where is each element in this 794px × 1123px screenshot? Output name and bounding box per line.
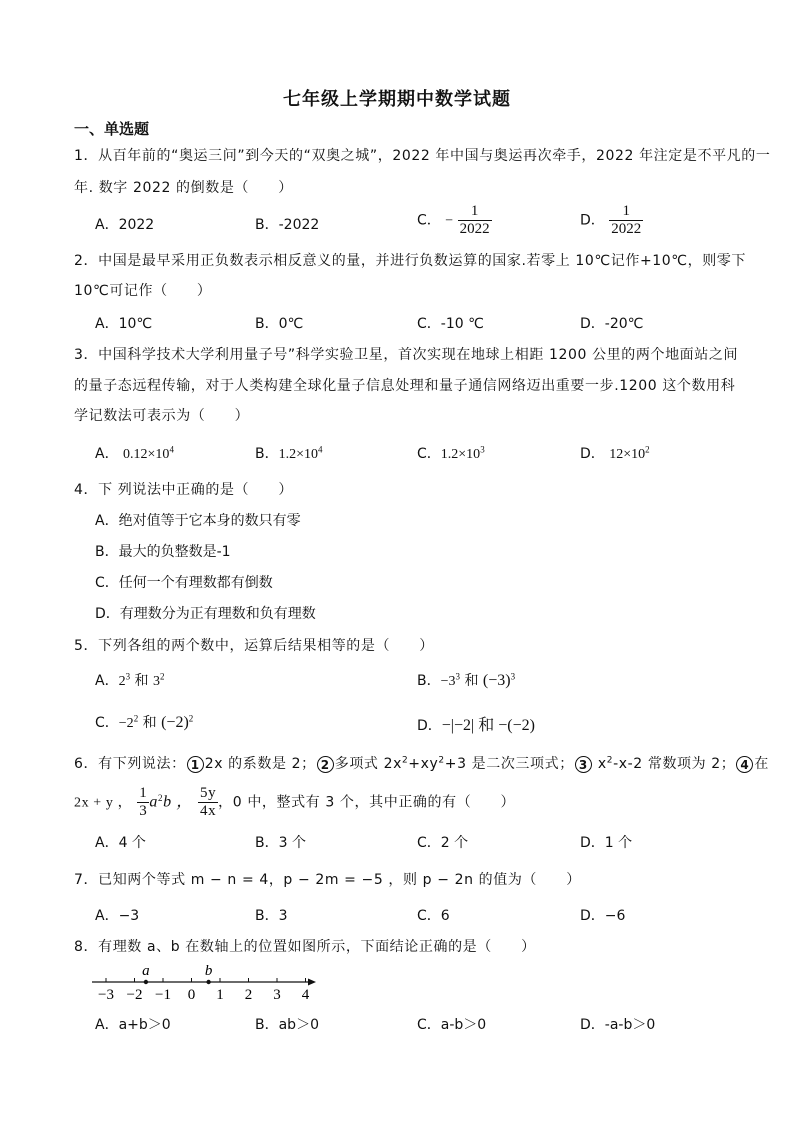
q8-option-c: C．a-b＞0: [417, 1017, 487, 1033]
q6-statement-1: 2x 的系数是 2；: [204, 756, 316, 772]
q2-option-c: C．-10 ℃: [417, 316, 484, 332]
point-b-dot: [206, 980, 210, 984]
q2-option-b: B．0℃: [255, 316, 304, 332]
q5-c-term2-exp: 2: [188, 713, 194, 724]
q2-option-a: A．10℃: [95, 316, 153, 332]
q6-statement-2-exp2: 2: [438, 755, 445, 766]
q6-circle-1: 1: [187, 756, 204, 773]
q4-option-d: D．有理数分为正有理数和负有理数: [95, 606, 316, 622]
q6-statement-2c: +3 是二次三项式；: [444, 756, 574, 772]
q3-d-base: 12×10: [609, 447, 646, 462]
q5-a-term2-exp: 2: [159, 671, 165, 682]
q1-c-denominator: 2022: [459, 221, 490, 237]
q8-option-b: B．ab＞0: [255, 1017, 319, 1033]
q3-c-base: 1.2×10: [440, 447, 481, 462]
q4-option-c: C．任何一个有理数都有倒数: [95, 575, 273, 591]
q6-statement-3a: x: [592, 756, 607, 772]
q1-d-denominator: 2022: [611, 221, 642, 237]
q3-b-base: 1.2×10: [278, 447, 319, 462]
q1-option-c-label: C．: [417, 212, 441, 229]
q4-option-a: A．绝对值等于它本身的数只有零: [95, 513, 301, 529]
q6-option-d: D．1 个: [580, 835, 633, 851]
q8-stem: 8．有理数 a、b 在数轴上的位置如图所示，下面结论正确的是（ ）: [74, 939, 536, 955]
q5-b-term1: −3: [440, 674, 456, 689]
q5-b-term2: (−3): [482, 672, 511, 689]
number-line-tick-label: 2: [244, 987, 253, 1003]
q3-stem-line3: 学记数法可表示为（ ）: [74, 408, 250, 424]
point-a-dot: [144, 980, 148, 984]
q1-d-numerator: 1: [609, 203, 643, 221]
q3-d-label: D．: [580, 446, 605, 462]
q1-option-d-fraction: [609, 203, 643, 238]
q5-d-expression: −|−2| 和 −(−2): [441, 717, 535, 734]
number-line-tick-label: 4: [301, 987, 310, 1003]
q8-option-d: D．-a-b＞0: [580, 1017, 656, 1033]
q1-option-b: B．-2022: [255, 217, 320, 233]
q6-stem-line2: [74, 785, 515, 820]
q3-b-exponent: 4: [318, 444, 323, 455]
q5-option-b: [417, 670, 515, 690]
q4-option-b: B．最大的负整数是-1: [95, 544, 231, 560]
q6-option-c: C．2 个: [417, 835, 469, 851]
q6-f1-denominator: 3: [139, 803, 148, 819]
q6-circle-3: 3: [575, 756, 592, 773]
q6-statement-2a: 多项式 2x: [334, 756, 402, 772]
q5-a-term1-exp: 3: [125, 671, 131, 682]
number-line-tick-label: 0: [187, 987, 196, 1003]
q5-a-and: 和: [130, 673, 153, 689]
q2-option-d: D．-20℃: [580, 316, 644, 332]
q5-d-label: D．: [417, 718, 442, 734]
q3-option-c: [417, 443, 485, 463]
q5-a-term1: 2: [118, 674, 126, 689]
q5-c-term1-exp: 2: [133, 713, 139, 724]
q5-a-label: A．: [95, 673, 119, 689]
q5-c-and: 和: [138, 715, 162, 731]
q1-stem-line2: 年. 数字 2022 的倒数是（ ）: [74, 180, 293, 196]
q1-option-a: A．2022: [95, 217, 155, 233]
q3-a-exponent: 4: [169, 444, 174, 455]
q6-statement-2-exp1: 2: [401, 755, 409, 766]
number-line-tick-label: −1: [155, 987, 171, 1003]
q5-c-term2: (−2): [161, 714, 189, 731]
q2-stem-line1: 2．中国是最早采用正负数表示相反意义的量，并进行负数运算的国家.若零上 10℃记作+10℃，则零下: [74, 253, 747, 269]
q6-f1-numerator: 1: [139, 785, 148, 801]
q6-expr-2x-plus-y: 2x + y ，: [74, 795, 133, 811]
q6-f2-denominator: 4x: [199, 803, 217, 819]
q6-statement-3-exp: 2: [606, 755, 614, 766]
q6-fraction-5y-4x: [198, 785, 218, 820]
q8-option-a: A．a+b＞0: [95, 1017, 171, 1033]
section-heading: 一、单选题: [74, 120, 150, 138]
point-b-label: b: [204, 963, 213, 979]
q6-f1-var-b: b ，: [163, 793, 193, 811]
q8-number-line: [88, 960, 328, 1006]
q1-option-c-sign: −: [445, 213, 454, 229]
q3-a-base: 0.12×10: [123, 447, 170, 462]
q3-option-d: [580, 443, 650, 463]
q6-f1-var-a: a: [149, 793, 158, 811]
q5-b-label: B．: [417, 673, 441, 689]
q3-c-exponent: 3: [480, 444, 485, 455]
q5-b-term2-exp: 3: [510, 671, 516, 682]
q3-stem-line1: 3．中国科学技术大学利用量子号”科学实验卫星，首次实现在地球上相距 1200 公里的两个地面站之间: [74, 347, 739, 363]
q3-stem-line2: 的量子态远程传输，对于人类构建全球化量子信息处理和量子通信网络迈出重要一步.1200 这个数用科: [74, 378, 736, 394]
q7-option-b: B．3: [255, 908, 288, 924]
q6-option-b: B．3 个: [255, 835, 306, 851]
number-line-tick-label: 1: [216, 987, 224, 1003]
q6-statement-4: 在: [754, 756, 770, 772]
q6-statement-2b: +xy: [408, 756, 439, 772]
q6-fraction-one-third: [137, 785, 149, 820]
q5-option-d: [417, 712, 535, 735]
number-line-tick-label: 3: [273, 987, 281, 1003]
q3-b-label: B．: [255, 446, 279, 462]
q6-stem-tail: ，0 中，整式有 3 个，其中正确的有（ ）: [218, 794, 516, 811]
q6-circle-4: 4: [736, 756, 753, 773]
q6-circle-2: 2: [317, 756, 334, 773]
point-a-label: a: [142, 963, 150, 979]
q3-option-b: [255, 443, 323, 463]
q1-option-d: [580, 203, 643, 238]
number-line-tick-label: −2: [126, 987, 143, 1003]
q5-b-term1-exp: 3: [455, 671, 461, 682]
q4-stem: 4．下 列说法中正确的是（ ）: [74, 482, 293, 498]
q1-stem-line1: 1．从百年前的“奥运三问”到今天的“双奥之城”，2022 年中国与奥运再次牵手，2022 年注定是不平凡的一: [74, 148, 771, 164]
q6-lead: 6．有下列说法：: [74, 756, 186, 772]
q6-option-a: A．4 个: [95, 835, 146, 851]
q7-option-a: A．−3: [95, 908, 140, 924]
q2-stem-line2: 10℃可记作（ ）: [74, 283, 212, 299]
q1-option-c-fraction: [458, 203, 492, 238]
q5-a-term2: 3: [152, 674, 160, 689]
q7-option-c: C．6: [417, 908, 450, 924]
q6-stem-line1: [74, 753, 769, 773]
q5-option-a: [95, 670, 164, 690]
page-title: 七年级上学期期中数学试题: [283, 89, 511, 110]
q1-option-d-label: D．: [580, 212, 605, 229]
q7-option-d: D．−6: [580, 908, 626, 924]
q7-stem: 7．已知两个等式 m − n = 4，p − 2m = −5 ，则 p − 2n 的值为（ ）: [74, 872, 581, 888]
q6-f2-numerator: 5y: [199, 785, 217, 801]
q3-option-a: [95, 443, 174, 463]
q5-stem: 5．下列各组的两个数中，运算后结果相等的是（ ）: [74, 638, 434, 654]
q5-c-term1: −2: [118, 716, 134, 731]
q5-b-and: 和: [460, 673, 483, 689]
number-line-arrow: [308, 979, 316, 986]
q5-option-c: [95, 712, 193, 732]
q6-f1-exp: 2: [157, 792, 164, 803]
q3-d-exponent: 2: [645, 444, 650, 455]
q3-a-label: A．: [95, 446, 119, 462]
number-line-tick-label: −3: [98, 987, 114, 1003]
q1-option-c: [417, 203, 492, 238]
q3-c-label: C．: [417, 446, 441, 462]
q6-statement-3b: -x-2 常数项为 2；: [613, 756, 736, 772]
q5-c-label: C．: [95, 715, 119, 731]
q1-c-numerator: 1: [458, 203, 492, 221]
